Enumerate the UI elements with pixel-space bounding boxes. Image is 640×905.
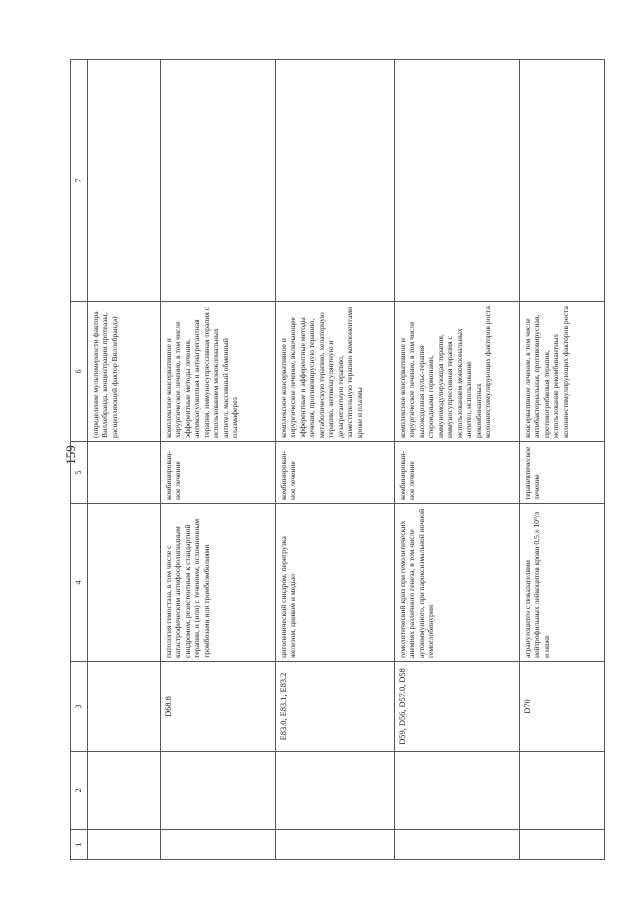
cell-note xyxy=(276,60,395,302)
cell-condition: патология гемостаза, в том числе с катастрофическим антифосфолипидным синдромом, резистентным к стандартной терапии, и (или) с течением, осложненным тромбозами или тромбоэмболиями xyxy=(161,504,276,662)
cell-method: комплексное консервативное и хирургическое лечение, в том числе высокодозная пульс-терапия стероидными гормонами, иммуномодулирующая терапия, иммуносупрессивная терапия с использованием моноклональных антител, использование рекомбинантных колониестимулирующих факторов роста xyxy=(395,302,520,442)
header-col-1: 1 xyxy=(71,830,88,860)
cell-note xyxy=(520,60,605,302)
header-col-4: 4 xyxy=(71,504,88,662)
header-col-7: 7 xyxy=(71,60,88,302)
cell-code xyxy=(88,662,161,752)
cell-treatment-type: терапевтическое лечение xyxy=(520,442,605,504)
cell-condition xyxy=(88,504,161,662)
cell-profile xyxy=(161,752,276,830)
cell-profile xyxy=(276,752,395,830)
rotated-page xyxy=(70,60,580,860)
cell-condition: гемолитический криз при гемолитических анемиях различного генеза, в том числе аутоиммунного, при пароксизмальной ночной гемоглобинурии xyxy=(395,504,520,662)
cell-profile xyxy=(88,752,161,830)
cell-note xyxy=(161,60,276,302)
header-col-5: 5 xyxy=(71,442,88,504)
cell-method: комплексное консервативное и хирургическое лечение, включающее эфферентные и афферентные методы лечения, противовирусную терапию, метаболическую терапию, хелаторную терапию, антикоагулянтную и дезагрегантную терапию, заместительную терапию компонентами крови и плазмы xyxy=(276,302,395,442)
cell-code: E83.0, E83.1, E83.2 xyxy=(276,662,395,752)
cell-treatment-type: комбинирован-ное лечение xyxy=(161,442,276,504)
treatment-table xyxy=(70,59,605,860)
cell-code: D68.8 xyxy=(161,662,276,752)
header-col-2: 2 xyxy=(71,752,88,830)
cell-code: D59, D56, D57.0, D58 xyxy=(395,662,520,752)
table-row xyxy=(161,60,276,860)
cell-number xyxy=(88,830,161,860)
cell-condition: агранулоцитоз с показателями нейтрофильных лейкоцитов крови 0,5 х 10⁹/л и ниже xyxy=(520,504,605,662)
cell-note xyxy=(88,60,161,302)
page-number: 159 xyxy=(63,445,78,465)
table-row xyxy=(88,60,161,860)
cell-condition: цитопенический синдром, перегрузка железом, цинком и медью xyxy=(276,504,395,662)
cell-number xyxy=(276,830,395,860)
cell-code: D70 xyxy=(520,662,605,752)
cell-number xyxy=(395,830,520,860)
table-row xyxy=(520,60,605,860)
header-col-3: 3 xyxy=(71,662,88,752)
table-row xyxy=(395,60,520,860)
cell-profile xyxy=(395,752,520,830)
cell-method: консервативное лечение, в том числе антибактериальная, противовирусная, противогрибковая терапия, использование рекомбинантных колониестимулирующих факторов роста xyxy=(520,302,605,442)
cell-treatment-type xyxy=(88,442,161,504)
cell-treatment-type: комбинирован-ное лечение xyxy=(395,442,520,504)
header-col-6: 6 xyxy=(71,302,88,442)
table-row xyxy=(276,60,395,860)
cell-treatment-type: комбинирован-ное лечение xyxy=(276,442,395,504)
table-header-row xyxy=(71,60,88,860)
cell-number xyxy=(520,830,605,860)
cell-method: комплексное консервативное и хирургическое лечение, в том числе эфферентные методы лечения, антикоагулянтная и антиагрегантная терапия, иммуносупрессивная терапия с использованием моноклональных антител, массивный обменный плазмаферез xyxy=(161,302,276,442)
cell-profile xyxy=(520,752,605,830)
cell-method: (определение мультимерности фактора Виллебранда, концентрации протеазы, расщепляющей фактор Виллебранда) xyxy=(88,302,161,442)
cell-number xyxy=(161,830,276,860)
cell-note xyxy=(395,60,520,302)
